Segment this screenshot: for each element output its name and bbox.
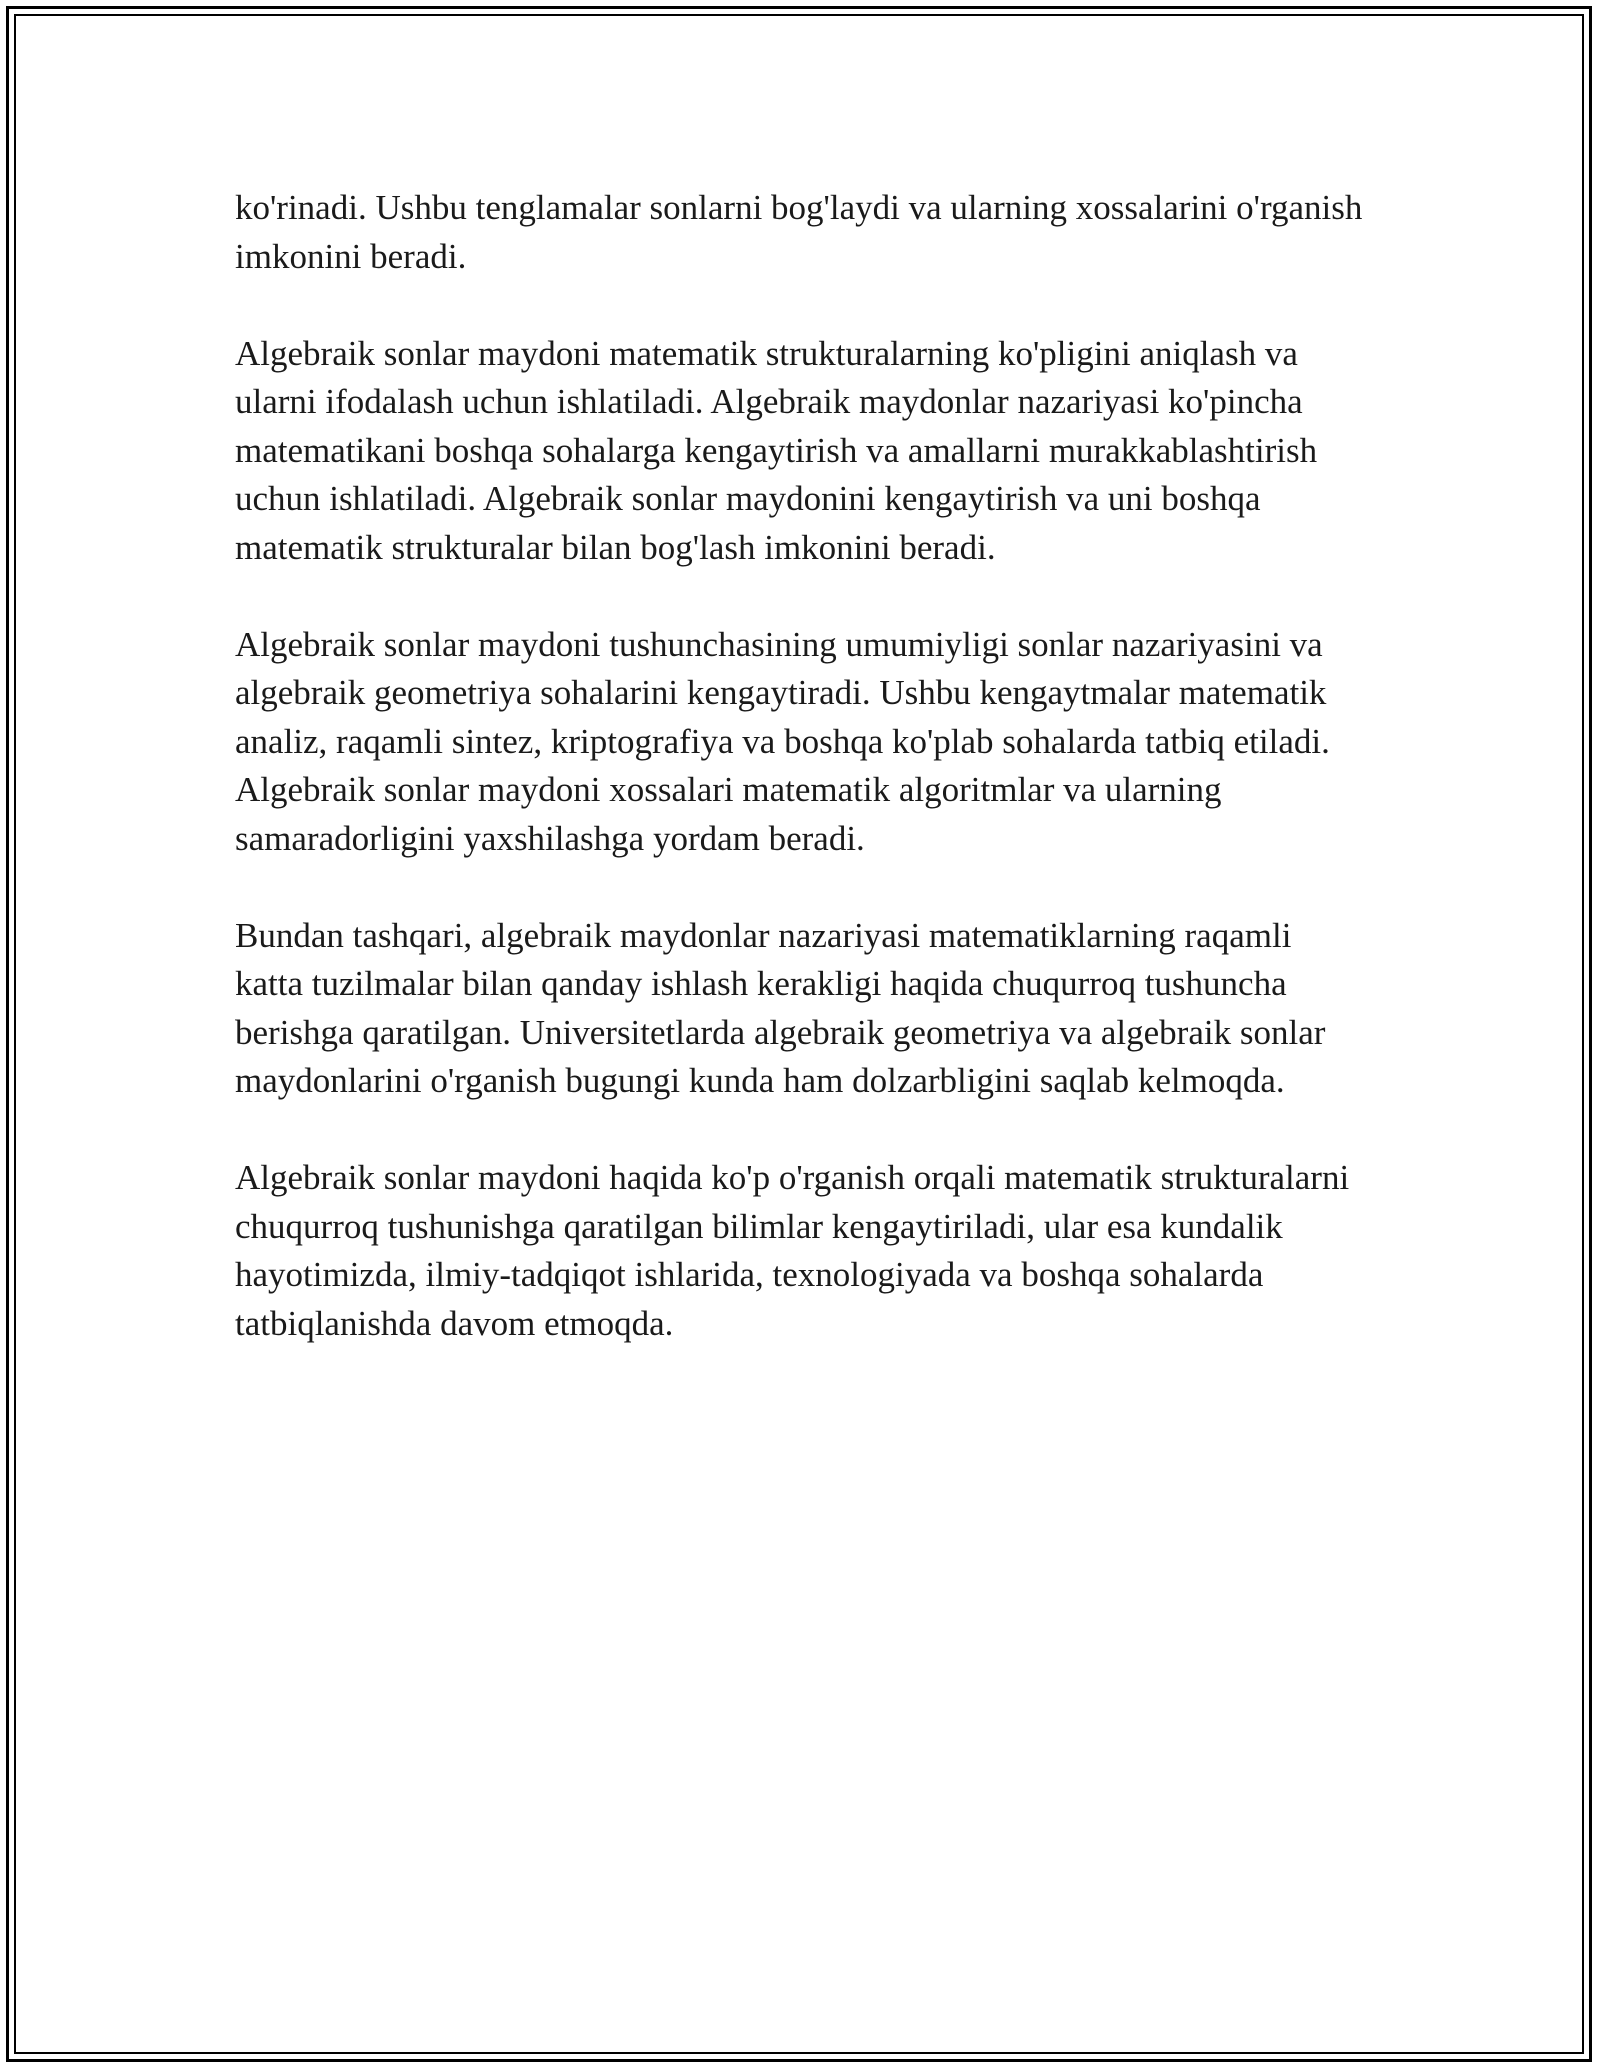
paragraph-1: ko'rinadi. Ushbu tenglamalar sonlarni bog'laydi va ularning xossalarini o'rganish imkonini beradi.: [235, 188, 1363, 276]
paragraph-3: Algebraik sonlar maydoni tushunchasining umumiyligi sonlar nazariyasini va algebraik geometriya sohalarini kengaytiradi. Ushbu kengaytmalar matematik analiz, raqamli sintez, kriptografiya va boshqa ko'plab sohalarda tatbiq etiladi. Algebraik sonlar maydoni xossalari matematik algoritmlar va ularning samaradorligini yaxshilashga yordam beradi.: [235, 624, 1330, 858]
paragraph-4: Bundan tashqari, algebraik maydonlar nazariyasi matematiklarning raqamli katta tuzilmalar bilan qanday ishlash kerakligi haqida chuqurroq tushuncha berishga qaratilgan. Universitetlarda algebraik geometriya va algebraik sonlar maydonlarini o'rganish bugungi kunda ham dolzarbligini saqlab kelmoqda.: [235, 915, 1326, 1100]
document-body: [235, 184, 1365, 1397]
paragraph-5: Algebraik sonlar maydoni haqida ko'p o'rganish orqali matematik strukturalarni chuqurroq tushunishga qaratilgan bilimlar kengaytiriladi, ular esa kundalik hayotimizda, ilmiy-tadqiqot ishlarida, texnologiyada va boshqa sohalarda tatbiqlanishda davom etmoqda.: [235, 1158, 1350, 1343]
paragraph-2: Algebraik sonlar maydoni matematik strukturalarning ko'pligini aniqlash va ularni ifodalash uchun ishlatiladi. Algebraik maydonlar nazariyasi ko'pincha matematikani boshqa sohalarga kengaytirish va amallarni murakkablashtirish uchun ishlatiladi. Algebraik sonlar maydonini kengaytirish va uni boshqa matematik strukturalar bilan bog'lash imkonini beradi.: [235, 333, 1318, 567]
